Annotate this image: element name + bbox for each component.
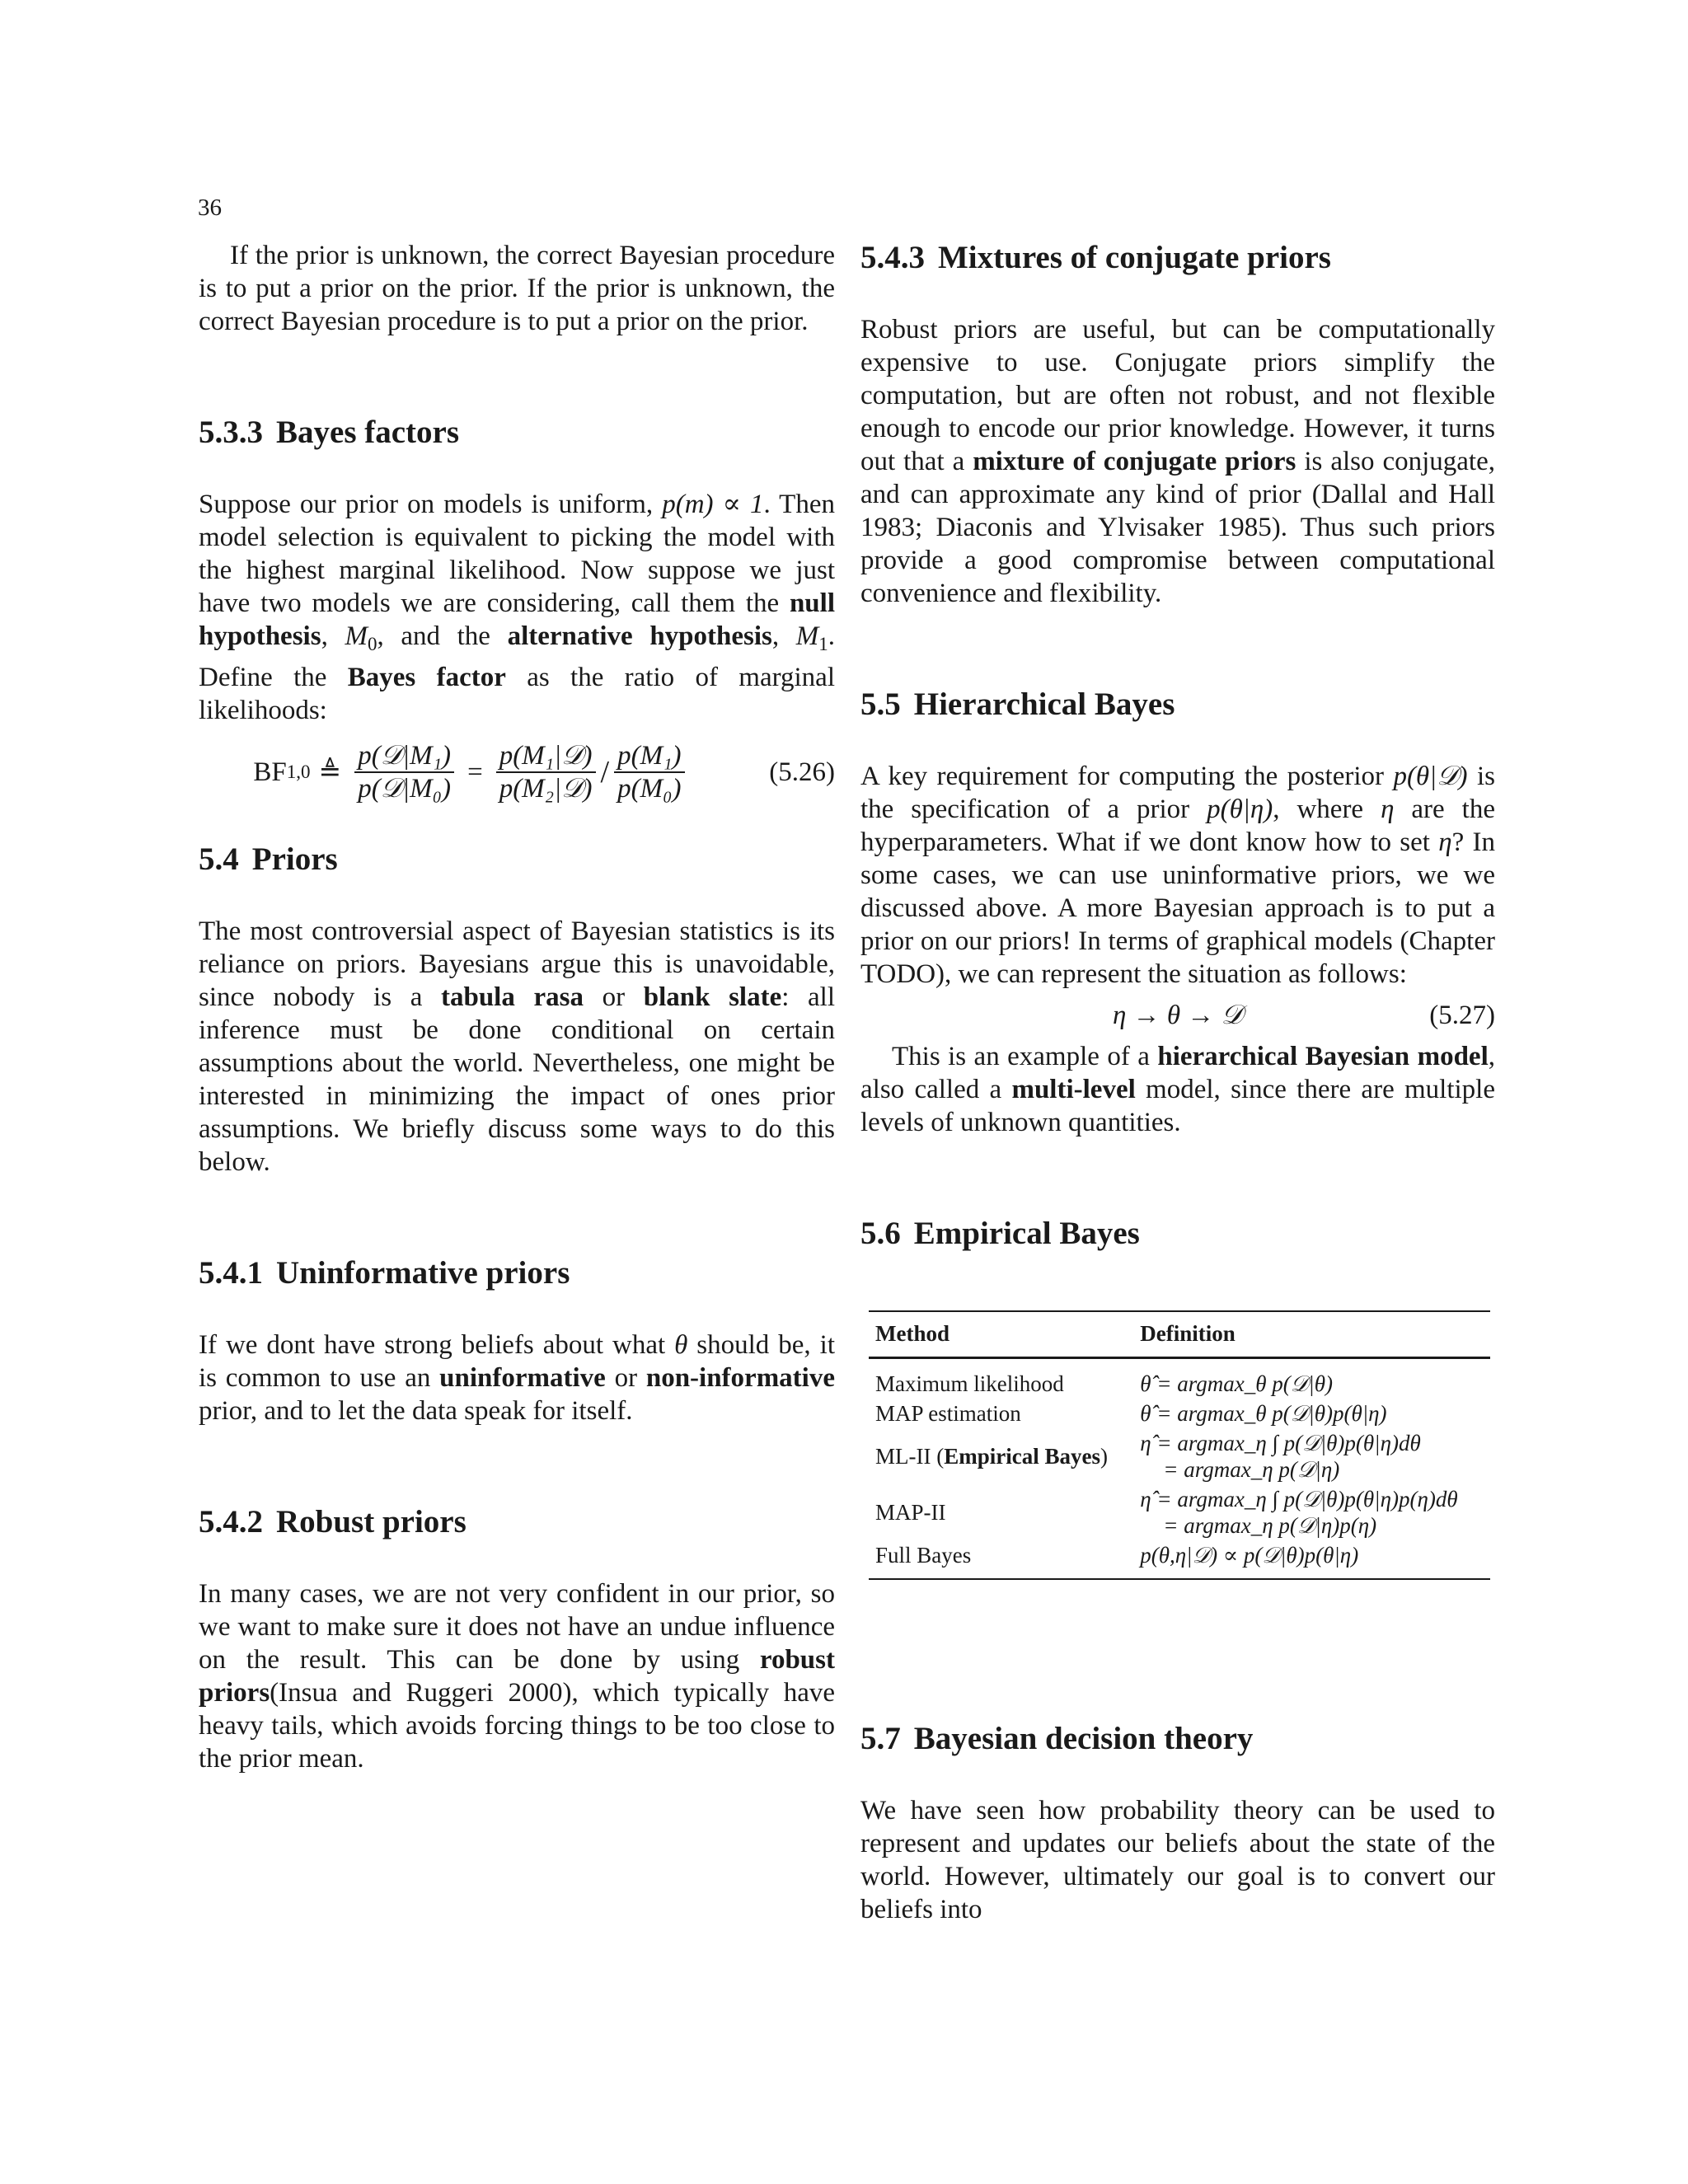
heading-5-4-3: 5.4.3 Mixtures of conjugate priors	[860, 240, 1331, 275]
heading-5-4-1: 5.4.1 Uninformative priors	[199, 1255, 570, 1291]
table-row: ML-II (Empirical Bayes) η̂ = argmax_η ∫ p(𝒟|θ)p(θ|η)dθ = argmax_η p(𝒟|η)	[875, 1431, 1421, 1482]
page-number: 36	[198, 194, 222, 221]
table-row: MAP estimation θ̂ = argmax_θ p(𝒟|θ)p(θ|η)	[875, 1401, 1387, 1426]
priors-paragraph: The most controversial aspect of Bayesian statistics is its reliance on priors. Bayesians argue this is unavoidable, since nobody is a tabula rasa or blank slate: all inference must be done conditional on certain assumptions about the world. Nevertheless, one might be interested in minimizing the impact of ones prior assumptions. We briefly discuss some ways to do this below.	[199, 916, 836, 1177]
decision-theory-paragraph: We have seen how probability theory can be used to represent and updates our beliefs about the state of the world. However, ultimately our goal is to convert our beliefs into	[860, 1796, 1495, 1924]
table-row: Maximum likelihood θ̂ = argmax_θ p(𝒟|θ)	[875, 1371, 1333, 1396]
heading-5-3-3: 5.3.3 Bayes factors	[199, 415, 460, 450]
hierarchical-paragraph: A key requirement for computing the posterior p(θ|𝒟) is the specification of a prior p(θ|η), where η are the hyperparameters. What if we dont know how to set η? In some cases, we can use uninformative priors, we we discussed above. A more Bayesian approach is to put a prior on our priors! In terms of graphical models (Chapter TODO), we can represent the situation as follows:	[860, 762, 1495, 989]
equation-number: (5.26)	[769, 757, 835, 787]
table-row: Full Bayes p(θ,η|𝒟) ∝ p(𝒟|θ)p(θ|η)	[869, 1540, 1490, 1579]
equation-number: (5.27)	[1429, 1001, 1495, 1030]
right-column	[860, 239, 1495, 1926]
mixtures-paragraph: Robust priors are useful, but can be computationally expensive to use. Conjugate priors simplify the computation, but are often not robust, and not flexible enough to encode our prior knowledge. However, it turns out that a mixture of conjugate priors is also conjugate, and can approximate any kind of prior (Dallal and Hall 1983; Diaconis and Ylvisaker 1985). Thus such priors provide a good compromise between computational convenience and flexibility.	[860, 315, 1495, 608]
table-header-definition: Definition	[1133, 1311, 1490, 1358]
equation-5-27: η → θ → 𝒟 (5.27)	[1113, 1001, 1495, 1030]
heading-5-6: 5.6 Empirical Bayes	[860, 1216, 1140, 1251]
bayes-factors-paragraph: Suppose our prior on models is uniform, p(m) ∝ 1. Then model selection is equivalent to picking the model with the highest marginal likelihood. Now suppose we just have two models we are considering, call them the null hypothesis, $M_0$, and the alternative hypothesis, $M_1$. Define the Bayes factor as the ratio of marginal likelihoods:	[199, 490, 836, 725]
empirical-bayes-table	[869, 1310, 1490, 1580]
heading-5-7: 5.7 Bayesian decision theory	[860, 1721, 1254, 1756]
left-column	[199, 239, 835, 1775]
robust-paragraph: In many cases, we are not very confident in our prior, so we want to make sure it does not have an undue influence on the result. This can be done by using robust priors(Insua and Ruggeri 2000), which typically have heavy tails, which avoids forcing things to be too close to the prior mean.	[199, 1579, 835, 1774]
heading-5-4: 5.4 Priors	[199, 841, 338, 877]
table-header-method: Method	[869, 1311, 1133, 1358]
intro-paragraph: If the prior is unknown, the correct Bayesian procedure is to put a prior on the prior. If the prior is unknown, the correct Bayesian procedure is to put a prior on the prior.	[199, 241, 835, 336]
hierarchical-paragraph-2: This is an example of a hierarchical Bayesian model, also called a multi-level model, since there are multiple levels of unknown quantities.	[860, 1042, 1495, 1137]
heading-5-4-2: 5.4.2 Robust priors	[199, 1504, 467, 1540]
table-row: MAP-II η̂ = argmax_η ∫ p(𝒟|θ)p(θ|η)p(η)dθ = argmax_η p(𝒟|η)p(η)	[875, 1487, 1458, 1538]
uninformative-paragraph: If we dont have strong beliefs about what θ should be, it is common to use an uninformative or non-informative prior, and to let the data speak for itself.	[199, 1330, 835, 1426]
equation-5-26: BF 1,0 ≜ $\frac{\text{p(𝒟|M₁)}}{\text{p(𝒟|M₀)}}$ = $\frac{\text{p(M₁|𝒟)}}{\text{p(M₂|𝒟)}}$ / $\frac{\text{p(M₁)}}{\text{p(M₀)}}$ (5.26)	[253, 741, 835, 804]
heading-5-5: 5.5 Hierarchical Bayes	[860, 687, 1175, 722]
